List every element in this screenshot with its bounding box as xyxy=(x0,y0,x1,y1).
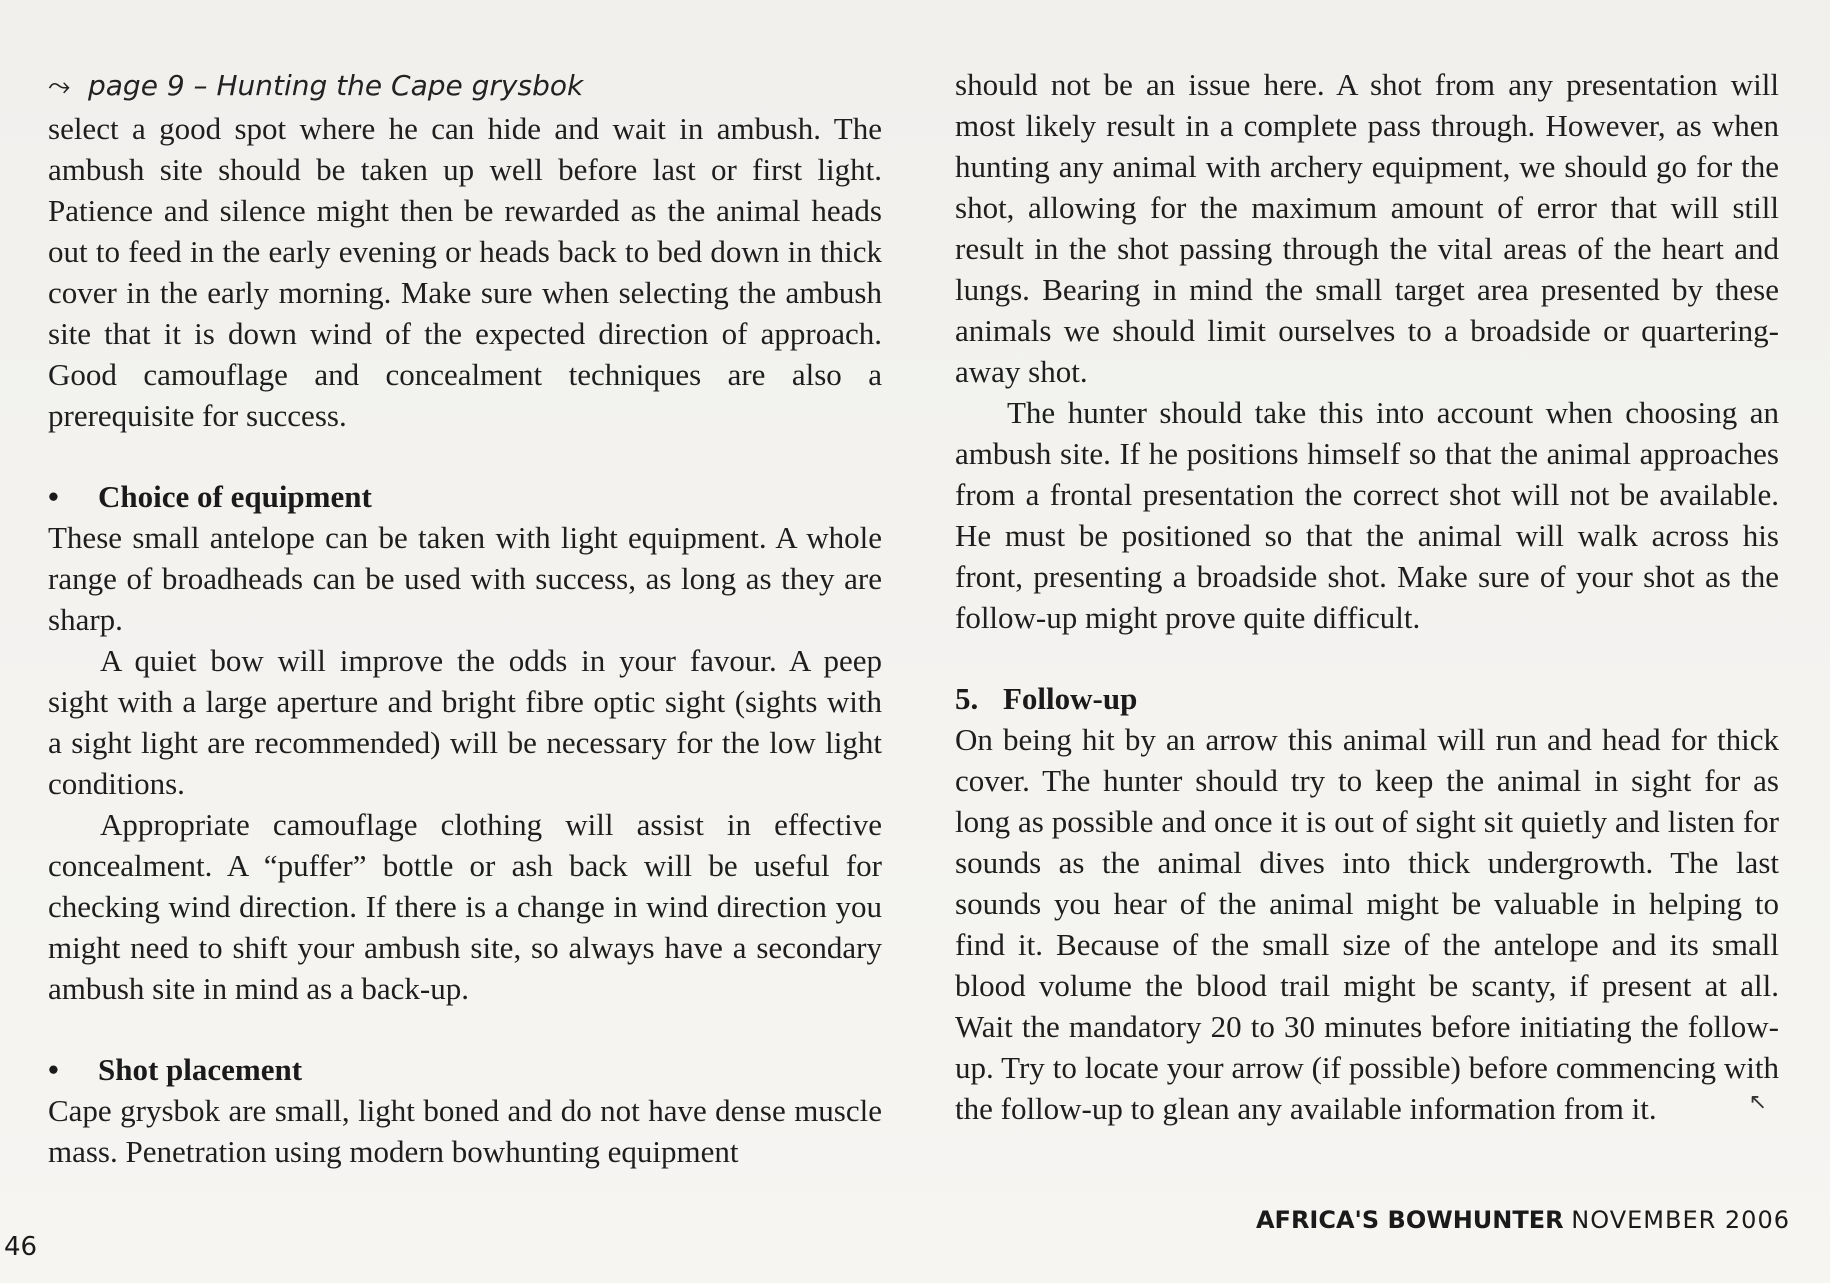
right-paragraph-2: The hunter should take this into account when choosing an ambush site. If he positions himself so that the animal approaches from a frontal presentation the correct shot will not be available. He must be positioned so that the animal will walk across his front, presenting a broadside shot. Make sure of your shot as the follow-up might prove quite difficult. xyxy=(955,395,1779,635)
equipment-paragraph-3: Appropriate camouflage clothing will assist in effective concealment. A “puffer” bottle or ash back will be useful for checking wind direction. If there is a change in wind direction you might need to shift your ambush site, so always have a secondary ambush site in mind as a back-up. xyxy=(48,807,882,1006)
bullet-icon: • xyxy=(48,1052,59,1087)
publication-name: AFRICA'S BOWHUNTER xyxy=(1255,1206,1564,1234)
intro-paragraph: select a good spot where he can hide and wait in ambush. The ambush site should be taken up well before last or first light. Patience and silence might then be rewarded as the animal heads out to feed in the early evening or heads back to bed down in thick cover in the early morning. Make sure when selecting the ambush site that it is down wind of the expected direction of approach. Good camouflage and concealment techniques are also a prerequisite for success. xyxy=(48,111,882,433)
article-end-icon: ↖ xyxy=(1748,1090,1767,1115)
heading-text: Shot placement xyxy=(98,1052,303,1087)
issue-date: NOVEMBER 2006 xyxy=(1571,1206,1790,1234)
equipment-paragraph-1: These small antelope can be taken with light equipment. A whole range of broadheads can be used with success, as long as they are sharp. xyxy=(48,520,882,637)
right-column xyxy=(955,64,1779,1129)
bullet-icon: • xyxy=(48,479,59,514)
section-heading-equipment xyxy=(48,476,882,517)
heading-text: Choice of equipment xyxy=(98,479,372,514)
right-paragraph-1: should not be an issue here. A shot from any presentation will most likely result in a complete pass through. However, as when hunting any animal with archery equipment, we should go for the shot, allowing for the maximum amount of error that will still result in the shot passing through the vital areas of the heart and lungs. Bearing in mind the small target area presented by these animals we should limit ourselves to a broadside or quartering-away shot. xyxy=(955,67,1779,389)
continued-from-text: page 9 – Hunting the Cape grysbok xyxy=(88,69,584,102)
continued-from-line xyxy=(48,64,882,108)
left-column xyxy=(48,64,882,1172)
section-heading-shot-placement xyxy=(48,1049,882,1090)
shot-placement-paragraph: Cape grysbok are small, light boned and do not have dense muscle mass. Penetration using modern bowhunting equipment xyxy=(48,1093,882,1169)
archer-arrow-icon: ⤳ xyxy=(48,69,71,102)
section-number: 5. xyxy=(955,681,979,716)
section-heading-follow-up xyxy=(955,678,1779,719)
heading-text: Follow-up xyxy=(1003,681,1138,716)
equipment-paragraph-2: A quiet bow will improve the odds in your favour. A peep sight with a large aperture and bright fibre optic sight (sights with a sight light are recommended) will be necessary for the low light conditions. xyxy=(48,643,882,801)
follow-up-paragraph xyxy=(955,719,1779,1129)
page-number: 46 xyxy=(4,1232,38,1262)
publication-footer xyxy=(1256,1206,1790,1234)
follow-up-text: On being hit by an arrow this animal will run and head for thick cover. The hunter should try to keep the animal in sight for as long as possible and once it is out of sight sit quietly and listen for sounds as the animal dives into thick undergrowth. The last sounds you hear of the animal might be valuable in helping to find it. Because of the small size of the antelope and its small blood volume the blood trail might be scanty, if present at all. Wait the mandatory 20 to 30 minutes before initiating the follow-up. Try to locate your arrow (if possible) before commencing with the follow-up to glean any available information from it. xyxy=(955,722,1779,1126)
